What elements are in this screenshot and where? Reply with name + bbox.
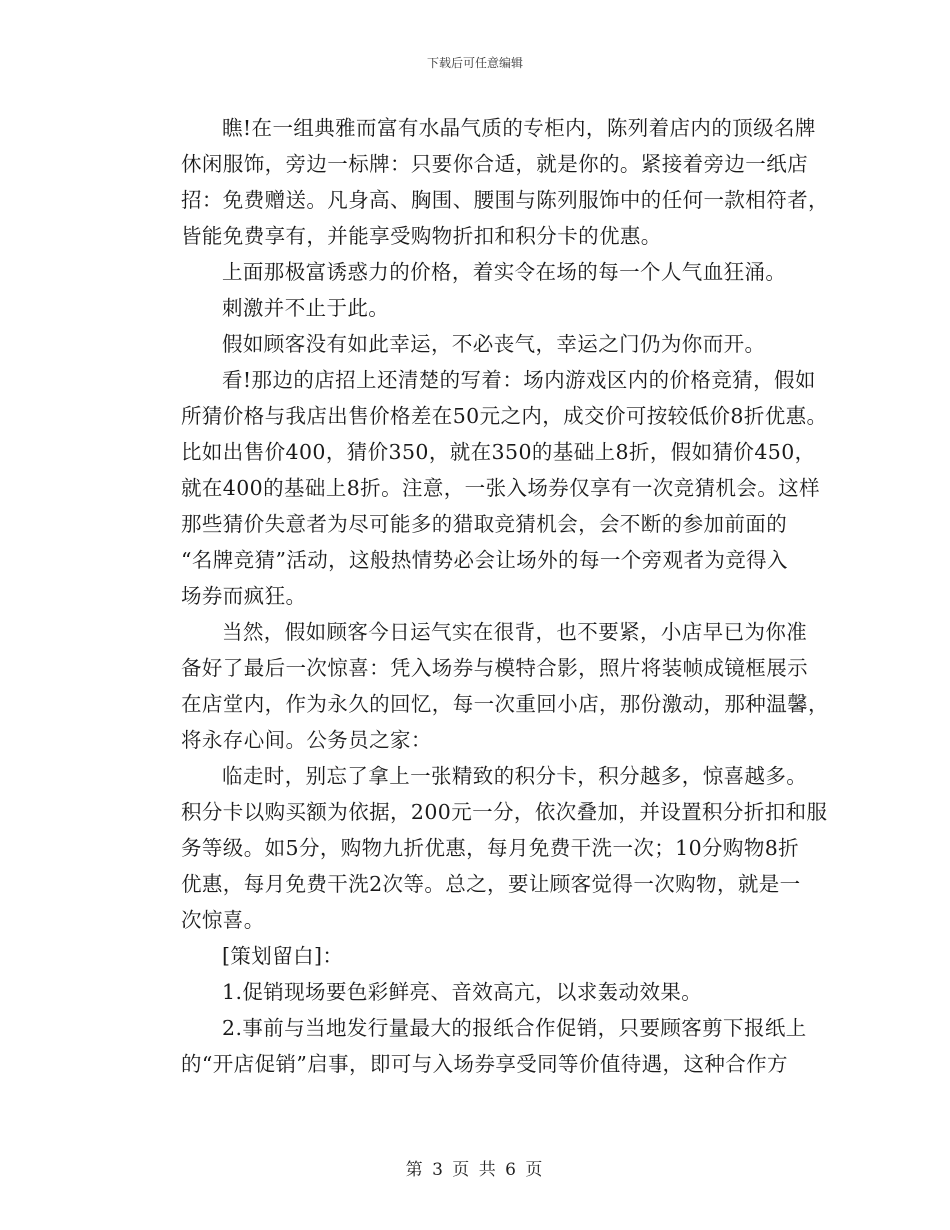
text-line: 的“开店促销”启事，即可与入场券享受同等价值待遇，这种合作方 <box>181 1052 788 1076</box>
text-line: 2.事前与当地发行量最大的报纸合作促销，只要顾客剪下报纸上 <box>222 1016 807 1040</box>
text-line: [策划留白]： <box>222 944 344 968</box>
text-line: 次惊喜。 <box>181 908 265 932</box>
text-line: 所猜价格与我店出售价格差在50元之内，成交价可按较低价8折优惠。 <box>181 404 828 428</box>
text-line: 看!那边的店招上还清楚的写着：场内游戏区内的价格竞猜，假如 <box>222 368 816 392</box>
text-line: 皆能免费享有，并能享受购物折扣和积分卡的优惠。 <box>181 224 662 248</box>
text-line: 就在400的基础上8折。注意，一张入场券仅享有一次竞猜机会。这样 <box>181 476 820 500</box>
text-line: “名牌竞猜”活动，这般热情势必会让场外的每一个旁观者为竞得入 <box>181 548 788 572</box>
text-line: 比如出售价400，猜价350，就在350的基础上8折，假如猜价450， <box>181 440 816 464</box>
text-line: 务等级。如5分，购物九折优惠，每月免费干洗一次；10分购物8折 <box>181 836 800 860</box>
text-line: 上面那极富诱惑力的价格，着实令在场的每一个人气血狂涌。 <box>222 260 787 284</box>
text-line: 1.促销现场要色彩鲜亮、音效高亢，以求轰动效果。 <box>222 980 703 1004</box>
body-text <box>140 110 829 1082</box>
text-line: 招：免费赠送。凡身高、胸围、腰围与陈列服饰中的任何一款相符者， <box>181 188 829 212</box>
text-line: 刺激并不止于此。 <box>222 296 390 320</box>
text-line: 积分卡以购买额为依据，200元一分，依次叠加，并设置积分折扣和服 <box>181 800 828 824</box>
text-line: 备好了最后一次惊喜：凭入场券与模特合影，照片将装帧成镜框展示 <box>181 656 808 680</box>
text-line: 当然，假如顾客今日运气实在很背，也不要紧，小店早已为你准 <box>222 620 808 644</box>
page-header: 下载后可任意编辑 <box>426 56 523 70</box>
text-line: 场券而疯狂。 <box>181 584 307 608</box>
page-number: 第 3 页 共 6 页 <box>405 1160 545 1180</box>
text-line: 休闲服饰，旁边一标牌：只要你合适，就是你的。紧接着旁边一纸店 <box>181 152 808 176</box>
text-line: 优惠，每月免费干洗2次等。总之，要让顾客觉得一次购物，就是一 <box>181 872 801 896</box>
text-line: 假如顾客没有如此幸运，不必丧气，幸运之门仍为你而开。 <box>222 332 766 356</box>
text-line: 那些猜价失意者为尽可能多的猎取竞猜机会，会不断的参加前面的 <box>181 512 788 536</box>
text-line: 临走时，别忘了拿上一张精致的积分卡，积分越多，惊喜越多。 <box>222 764 808 788</box>
text-line: 将永存心间。公务员之家： <box>181 728 432 752</box>
text-line: 瞧!在一组典雅而富有水晶气质的专柜内，陈列着店内的顶级名牌 <box>222 116 816 140</box>
document-body <box>140 110 829 1082</box>
text-line: 在店堂内，作为永久的回忆，每一次重回小店，那份激动，那种温馨， <box>181 692 829 716</box>
